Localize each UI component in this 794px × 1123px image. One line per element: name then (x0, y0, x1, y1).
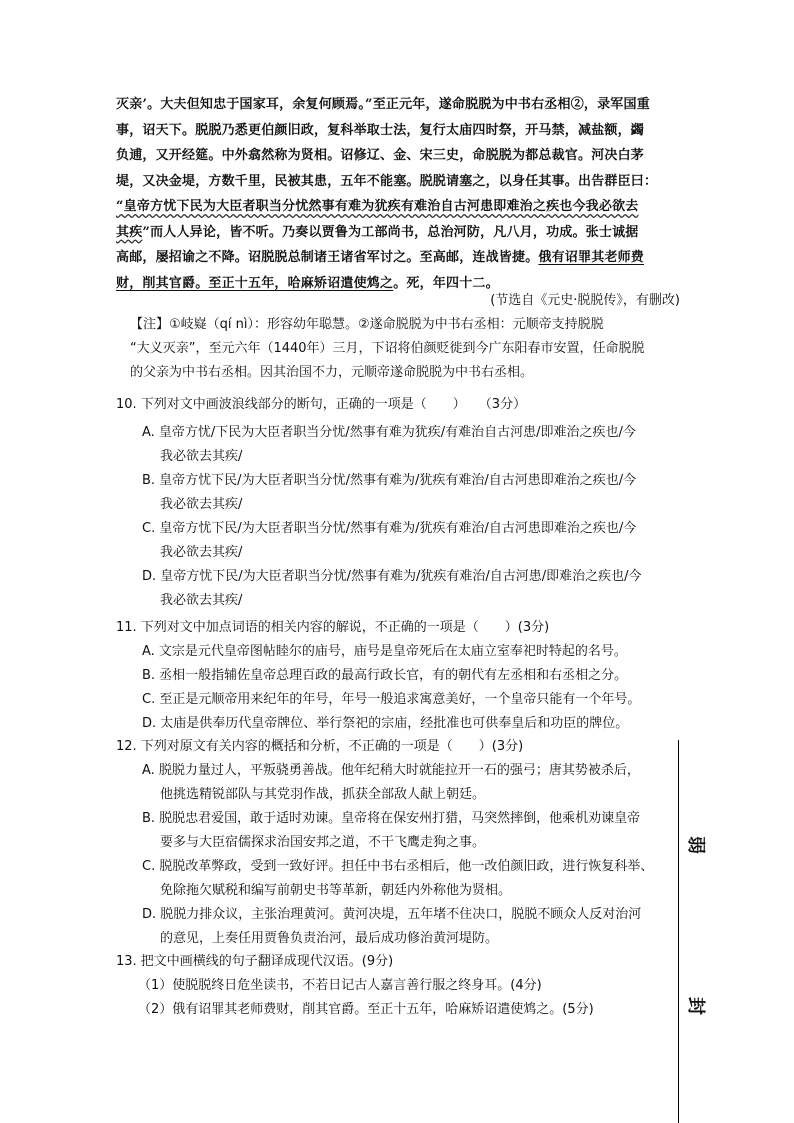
passage (116, 92, 686, 296)
passage-line (116, 220, 686, 246)
passage-line: 事，诏天下。脱脱乃悉更伯颜旧政，复科举取士法，复行太庙四时祭，开马禁，减盐额，蠲 (116, 122, 645, 138)
option-c: C. 脱脱改革弊政，受到一致好评。担任中书右丞相后，他一改伯颜旧政，进行恢复科举、 免除拖欠赋税和编写前朝史书等革新，朝廷内外称他为贤相。 (142, 859, 654, 898)
option-a: A. 文宗是元代皇帝图帖睦尔的庙号，庙号是皇帝死后在太庙立室奉祀时特起的名号。 (142, 644, 627, 659)
option-a: A. 脱脱力量过人，平叛骁勇善战。他年纪稍大时就能拉开一石的强弓；唐其势被杀后， 他挑选精锐部队与其党羽作战，抓获全部敌人献上朝廷。 (142, 763, 640, 802)
option-d: D. 太庙是供奉历代皇帝牌位、举行祭祀的宗庙，经批准也可供奉皇后和功臣的牌位。 (142, 716, 629, 731)
passage-line: 灭亲’。大夫但知忠于国家耳，余复何顾焉。”至正元年，遂命脱脱为中书右丞相②，录军国重 (116, 97, 650, 112)
side-margin-char: 封 (685, 997, 706, 1015)
option-b: B. 皇帝方忧下民/为大臣者职当分忧/然事有难为/犹疾有难治/自古河患即难治之疾也/今 我必欲去其疾/ (142, 473, 637, 512)
passage-text: 。死，年四十二。 (393, 275, 499, 291)
option-c: C. 至正是元顺帝用来纪年的年号，年号一般追求寓意美好，一个皇帝只能有一个年号。 (142, 692, 641, 707)
wavy-underlined-text: 其疾 (116, 224, 143, 240)
note-line: 的父亲为中书右丞相。因其治国不力，元顺帝遂命脱脱为中书右丞相。 (130, 365, 534, 380)
question-stem: 12. 下列对原文有关内容的概括和分析，不正确的一项是（ ）(3分) (116, 739, 524, 754)
option-c: C. 皇帝方忧下民/为大臣者职当分忧/然事有难为/犹疾有难治/自古河患即难治之疾也/今 我必欲去其疾/ (142, 521, 637, 560)
notes (130, 313, 690, 385)
wavy-underlined-text: “皇帝方忧下民为大臣者职当分忧然事有难为犹疾有难治自古河患即难治之疾也今我必欲去 (116, 199, 639, 214)
passage-line: 负逋，又开经筵。中外翕然称为贤相。诏修辽、金、宋三史，命脱脱为都总裁官。河决白茅 (116, 148, 645, 163)
passage-text: 高邮，屡招谕之不降。诏脱脱总制诸王诸省军讨之。至高邮，连战皆捷。 (116, 250, 539, 265)
passage-line: 堤，又决金堤，方数千里，民被其患，五年不能塞。脱脱请塞之，以身任其事。出告群臣曰： (116, 173, 658, 189)
sub-question-1: （1）使脱脱终日危坐读书，不若日记古人嘉言善行服之终身耳。(4分) (138, 978, 542, 993)
underlined-text: 俄有诏罪其老师费 (538, 250, 645, 265)
binding-line (678, 740, 679, 1123)
source-citation: (节选自《元史·脱脱传》，有删改) (490, 293, 680, 308)
question-10 (116, 393, 686, 613)
passage-text: ”而人人异论，皆不听。乃奏以贾鲁为工部尚书，总治河防，凡八月，功成。张士诚据 (142, 224, 639, 240)
question-stem: 10. 下列对文中画波浪线部分的断句，正确的一项是（ ） （3分） (116, 397, 527, 412)
option-b: B. 丞相一般指辅佐皇帝总理百政的最高行政长官，有的朝代有左丞相和右丞相之分。 (142, 668, 628, 683)
question-13 (116, 950, 686, 1022)
option-a: A. 皇帝方忧/下民为大臣者职当分忧/然事有难为犹疾/有难治自古河患/即难治之疾也/今 我必欲去其疾/ (142, 425, 636, 464)
note-line: 【注】①岐嶷（qí nì）：形容幼年聪慧。②遂命脱脱为中书右丞相：元顺帝支持脱脱 (130, 317, 604, 332)
option-d: D. 脱脱力排众议，主张治理黄河。黄河决堤，五年堵不住决口，脱脱不顾众人反对治河 的意见，上奏任用贾鲁负责治河，最后成功修治黄河堤防。 (142, 907, 642, 946)
option-d: D. 皇帝方忧下民/为大臣者职当分忧/然事有难为/犹疾有难治/自古河患/即难治之疾也/今 我必欲去其疾/ (142, 569, 642, 608)
question-11 (116, 616, 686, 736)
question-12 (116, 735, 686, 951)
sub-question-2: （2）俄有诏罪其老师费财，削其官爵。至正十五年，哈麻矫诏遣使鸩之。(5分) (138, 1002, 594, 1017)
option-b: B. 脱脱忠君爱国，敢于适时劝谏。皇帝将在保安州打猎，马突然摔倒，他乘机劝谏皇帝 要多与大臣宿儒探求治国安邦之道，不干飞鹰走狗之事。 (142, 811, 641, 850)
passage-line (116, 194, 686, 220)
question-stem: 11. 下列对文中加点词语的相关内容的解说，不正确的一项是（ ）(3分) (116, 620, 550, 635)
side-margin-char: 弱 (685, 836, 706, 854)
note-line: “大义灭亲”，至元六年（1440年）三月，下诏将伯颜贬徙到今广东阳春市安置，任命脱脱 (130, 341, 645, 356)
question-stem: 13. 把文中画横线的句子翻译成现代汉语。(9分) (116, 954, 394, 969)
passage-line (116, 245, 686, 271)
underlined-text: 财，削其官爵。至正十五年，哈麻矫诏遣使鸩之 (116, 275, 394, 291)
